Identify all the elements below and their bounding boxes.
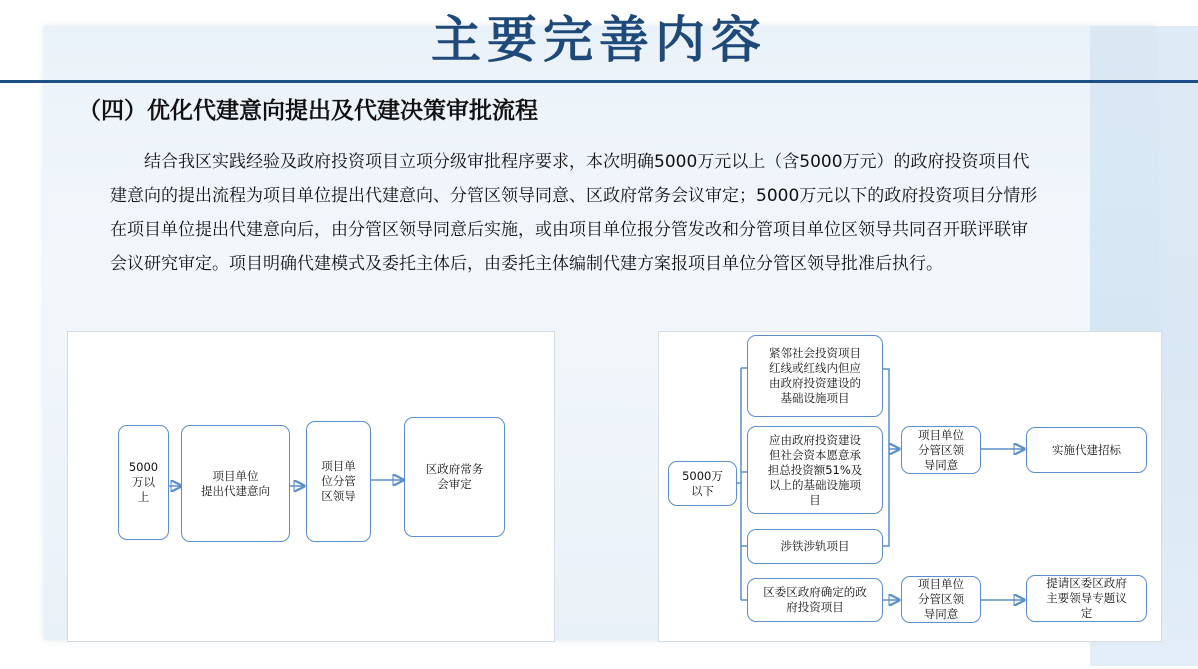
section-heading: （四）优化代建意向提出及代建决策审批流程 [78, 98, 538, 124]
node-label: 涉铁涉轨项目 [780, 539, 850, 553]
page-title: 主要完善内容 [431, 11, 767, 69]
node-label: 项目单位 分管区领 导同意 [918, 427, 964, 472]
node-label: 项目单位 分管区领 导同意 [918, 577, 964, 621]
node-label: 5000万 以下 [682, 468, 723, 498]
node-council-review [404, 417, 505, 537]
paragraph-text: 结合我区实践经验及政府投资项目立项分级审批程序要求，本次明确5000万元以上（含5000万元）的政府投资项目代建意向的提出流程为项目单位提出代建意向、分管区领导同意、区政府常务会议审定；5000万元以下的政府投资项目分情形在项目单位提出代建意向后，由分管区领导同意后实施，或由项目单位报分管发改和分管项目单位区领导共同召开联评联审会议研究审定。项目明确代建模式及委托主体后，由委托主体编制代建方案报项目单位分管区领导批准后执行。 [110, 152, 1038, 274]
node-label: 5000 万以 上 [128, 460, 159, 504]
node-category-adjacent [747, 335, 883, 417]
node-over-5000 [118, 425, 169, 540]
node-label: 应由政府投资建设 但社会资本愿意承 担总投资额51%及 以上的基础设施项 目 [767, 432, 863, 507]
node-label: 项目单 位分管 区领导 [321, 459, 356, 503]
node-leader-approve [306, 421, 371, 542]
node-approve-1 [901, 426, 981, 474]
node-propose-intent [181, 425, 290, 542]
node-label: 提请区委区政府 主要领导专题议 定 [1046, 576, 1127, 620]
node-result-leadership [1026, 575, 1147, 622]
section-paragraph [110, 145, 1040, 281]
node-result-bidding [1026, 427, 1147, 473]
node-label: 项目单位 提出代建意向 [201, 468, 270, 498]
node-category-social-capital [747, 426, 883, 514]
node-category-railway [747, 529, 883, 564]
node-under-5000 [668, 461, 737, 506]
node-label: 实施代建招标 [1052, 442, 1121, 457]
bracket-cat1-cat3 [883, 369, 889, 546]
title-divider [0, 80, 1198, 83]
flow-diagram-over-5000 [67, 331, 555, 642]
flow-diagram-under-5000 [658, 331, 1162, 642]
node-label: 区委区政府确定的政 府投资项目 [763, 585, 867, 614]
node-category-committee [747, 578, 883, 622]
node-approve-2 [901, 576, 981, 623]
node-label: 紧邻社会投资项目 红线或红线内但应 由政府投资建设的 基础设施项目 [769, 346, 861, 405]
node-label: 区政府常务 会审定 [425, 462, 484, 491]
